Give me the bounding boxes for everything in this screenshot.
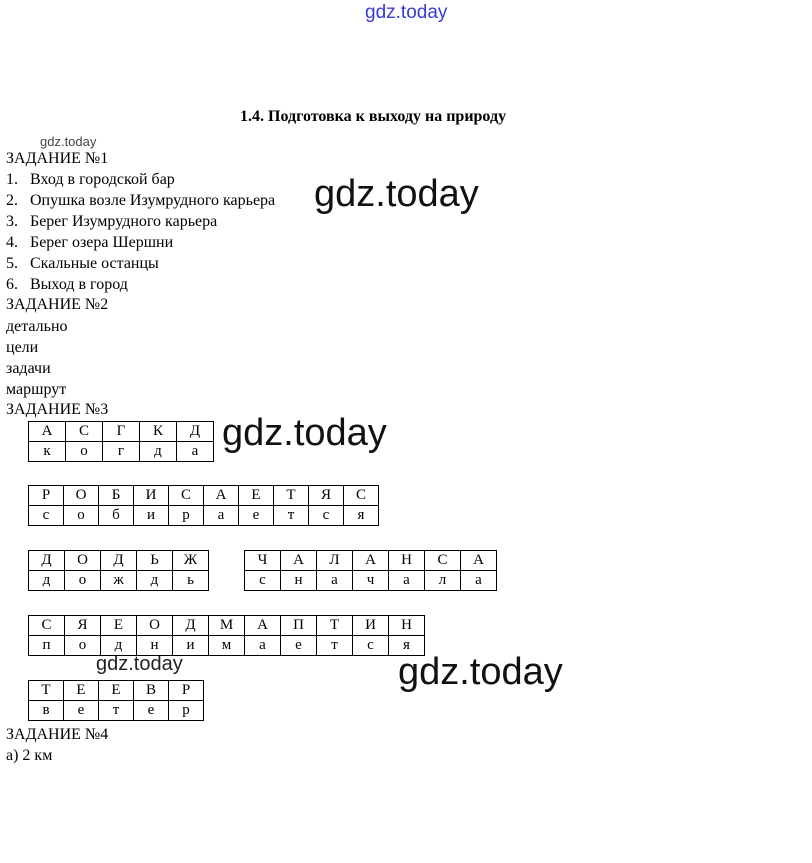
scrambled-letter: Ь <box>137 551 173 571</box>
answer-letter: е <box>281 636 317 656</box>
item-text: Скальные останцы <box>30 255 159 272</box>
scrambled-letter: Е <box>99 681 134 701</box>
scrambled-letter: Т <box>29 681 64 701</box>
scrambled-letter: Ж <box>173 551 209 571</box>
item-number: 4. <box>6 234 18 251</box>
answer-row <box>29 442 214 462</box>
answer-row <box>29 701 204 721</box>
answer-letter: н <box>137 636 173 656</box>
answer-letter: а <box>204 506 239 526</box>
scrambled-letter: Е <box>64 681 99 701</box>
answer-letter: л <box>425 571 461 591</box>
item-text: Берег озера Шершни <box>30 234 174 251</box>
task4-answer: а) 2 км <box>6 747 53 764</box>
watermark-top: gdz.today <box>365 2 448 23</box>
list-item <box>6 171 175 189</box>
scrambled-row <box>29 422 214 442</box>
scrambled-letter: К <box>140 422 177 442</box>
answer-letter: т <box>274 506 309 526</box>
answer-letter: а <box>461 571 497 591</box>
answer-letter: т <box>99 701 134 721</box>
answer-row <box>29 571 497 591</box>
scrambled-letter: А <box>245 616 281 636</box>
scrambled-letter: Я <box>65 616 101 636</box>
answer-letter: а <box>245 636 281 656</box>
scrambled-letter: А <box>29 422 66 442</box>
item-number: 6. <box>6 276 18 293</box>
item-text: Вход в городской бар <box>30 171 175 188</box>
answer-letter: о <box>66 442 103 462</box>
answer-letter: т <box>317 636 353 656</box>
answer-letter: с <box>245 571 281 591</box>
letter-table-3 <box>28 550 497 591</box>
scrambled-letter: А <box>281 551 317 571</box>
answer-letter: и <box>134 506 169 526</box>
answer-letter: е <box>239 506 274 526</box>
scrambled-letter: Ч <box>245 551 281 571</box>
answer-letter: к <box>29 442 66 462</box>
scrambled-letter: М <box>209 616 245 636</box>
answer-letter: р <box>169 506 204 526</box>
scrambled-letter: Р <box>169 681 204 701</box>
answer-letter: о <box>64 506 99 526</box>
scrambled-row <box>29 616 425 636</box>
task3-heading: ЗАДАНИЕ №3 <box>6 401 109 418</box>
answer-letter: ж <box>101 571 137 591</box>
answer-letter <box>209 571 245 591</box>
answer-word: детально <box>6 318 68 335</box>
item-number: 1. <box>6 171 18 188</box>
answer-letter: н <box>281 571 317 591</box>
item-text: Берег Изумрудного карьера <box>30 213 218 230</box>
scrambled-letter: Т <box>274 486 309 506</box>
answer-letter: с <box>353 636 389 656</box>
scrambled-letter: О <box>137 616 173 636</box>
letter-table-1 <box>28 421 214 462</box>
scrambled-letter: Н <box>389 551 425 571</box>
letter-table-4 <box>28 615 425 656</box>
scrambled-letter: Е <box>101 616 137 636</box>
letter-table-5 <box>28 680 204 721</box>
scrambled-letter: Т <box>317 616 353 636</box>
scrambled-letter: Л <box>317 551 353 571</box>
answer-word: маршрут <box>6 381 67 398</box>
watermark-small: gdz.today <box>40 134 97 149</box>
answer-letter: ь <box>173 571 209 591</box>
answer-letter: в <box>29 701 64 721</box>
answer-letter: г <box>103 442 140 462</box>
scrambled-letter: Д <box>173 616 209 636</box>
scrambled-letter: П <box>281 616 317 636</box>
answer-row <box>29 636 425 656</box>
answer-letter: а <box>177 442 214 462</box>
answer-letter: д <box>29 571 65 591</box>
answer-letter: ч <box>353 571 389 591</box>
answer-letter: д <box>137 571 173 591</box>
answer-letter: м <box>209 636 245 656</box>
scrambled-letter: В <box>134 681 169 701</box>
page-title: 1.4. Подготовка к выходу на природу <box>240 108 507 125</box>
answer-letter: о <box>65 636 101 656</box>
scrambled-letter: О <box>65 551 101 571</box>
list-item <box>6 213 217 231</box>
item-number: 2. <box>6 192 18 209</box>
scrambled-letter: Г <box>103 422 140 442</box>
answer-letter: е <box>134 701 169 721</box>
scrambled-letter: Д <box>29 551 65 571</box>
answer-word: цели <box>6 339 39 356</box>
task4-heading: ЗАДАНИЕ №4 <box>6 726 109 743</box>
answer-letter: я <box>389 636 425 656</box>
watermark-large: gdz.today <box>314 173 479 215</box>
answer-letter: д <box>101 636 137 656</box>
answer-letter: о <box>65 571 101 591</box>
scrambled-letter: С <box>169 486 204 506</box>
letter-table-2 <box>28 485 379 526</box>
list-item <box>6 255 159 273</box>
list-item <box>6 276 128 294</box>
scrambled-letter: С <box>344 486 379 506</box>
answer-letter: е <box>64 701 99 721</box>
scrambled-row <box>29 681 204 701</box>
list-item <box>6 234 173 252</box>
watermark-medium: gdz.today <box>96 653 183 675</box>
scrambled-letter: А <box>204 486 239 506</box>
scrambled-letter: О <box>64 486 99 506</box>
scrambled-letter <box>209 551 245 571</box>
task1-heading: ЗАДАНИЕ №1 <box>6 150 109 167</box>
answer-letter: р <box>169 701 204 721</box>
answer-letter: я <box>344 506 379 526</box>
watermark-large: gdz.today <box>398 651 563 693</box>
scrambled-letter: А <box>353 551 389 571</box>
answer-letter: с <box>309 506 344 526</box>
scrambled-letter: С <box>29 616 65 636</box>
task2-heading: ЗАДАНИЕ №2 <box>6 296 109 313</box>
scrambled-letter: Е <box>239 486 274 506</box>
answer-letter: с <box>29 506 64 526</box>
answer-letter: а <box>389 571 425 591</box>
scrambled-letter: С <box>66 422 103 442</box>
scrambled-letter: Д <box>177 422 214 442</box>
answer-letter: д <box>140 442 177 462</box>
scrambled-letter: Я <box>309 486 344 506</box>
answer-row <box>29 506 379 526</box>
item-number: 3. <box>6 213 18 230</box>
scrambled-letter: Н <box>389 616 425 636</box>
scrambled-letter: А <box>461 551 497 571</box>
item-number: 5. <box>6 255 18 272</box>
scrambled-letter: Б <box>99 486 134 506</box>
answer-letter: б <box>99 506 134 526</box>
item-text: Выход в город <box>30 276 128 293</box>
scrambled-row <box>29 486 379 506</box>
scrambled-letter: Д <box>101 551 137 571</box>
answer-letter: п <box>29 636 65 656</box>
scrambled-row <box>29 551 497 571</box>
scrambled-letter: И <box>353 616 389 636</box>
answer-word: задачи <box>6 360 51 377</box>
scrambled-letter: И <box>134 486 169 506</box>
scrambled-letter: Р <box>29 486 64 506</box>
list-item <box>6 192 275 210</box>
scrambled-letter: С <box>425 551 461 571</box>
watermark-large: gdz.today <box>222 412 387 454</box>
answer-letter: и <box>173 636 209 656</box>
item-text: Опушка возле Изумрудного карьера <box>30 192 276 209</box>
answer-letter: а <box>317 571 353 591</box>
